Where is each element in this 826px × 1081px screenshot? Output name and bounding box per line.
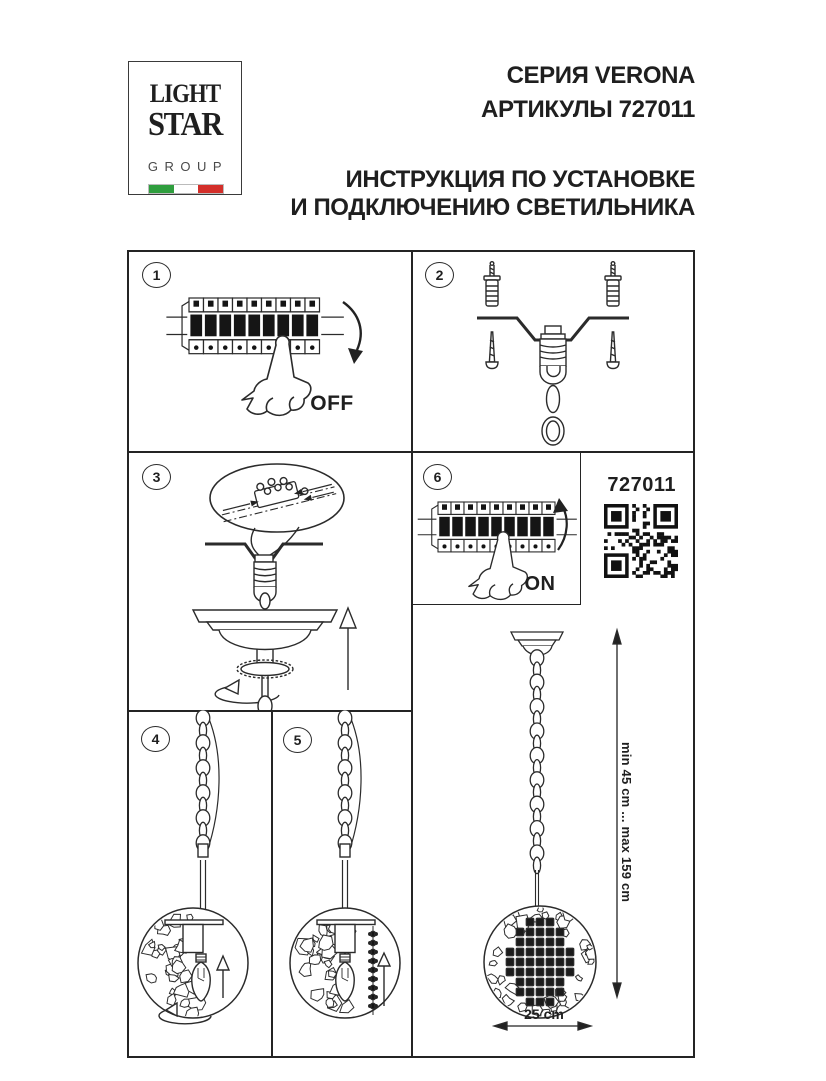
chain-link (547, 386, 560, 413)
terminal-block (216, 464, 336, 523)
flag-green (149, 185, 174, 193)
ceiling-canopy (193, 610, 337, 622)
article-number: 727011 (607, 474, 676, 496)
step-number-text: 2 (435, 267, 444, 283)
step4-number (141, 726, 170, 752)
flag-red (198, 185, 223, 193)
assembled-pendant-drawing (410, 604, 695, 1058)
hook (540, 366, 566, 384)
logo-word-light: LIGHT (149, 79, 221, 108)
qr-code (604, 504, 678, 578)
step5-crystal-strand-drawing (270, 710, 412, 1058)
step3-number (142, 464, 171, 490)
italian-flag-stripe (148, 184, 224, 194)
step2-number (425, 262, 454, 288)
step-number-text: 6 (433, 469, 442, 485)
crystal-mesh (506, 918, 573, 1005)
step5-number (283, 727, 312, 753)
bolt-head (545, 326, 561, 334)
articles-line: АРТИКУЛЫ 727011 (481, 96, 695, 123)
step-number-text: 5 (293, 732, 302, 748)
step-number-text: 3 (152, 469, 161, 485)
lamp-socket (335, 925, 355, 953)
power-off-label: OFF (310, 392, 354, 415)
power-cord (349, 714, 361, 852)
lamp-socket (183, 925, 203, 953)
arrow-down-curve (343, 302, 361, 350)
step1-number (142, 262, 171, 288)
power-on-label: ON (524, 573, 556, 595)
arrow-down-head (348, 348, 363, 364)
logo-word-star: STAR (148, 106, 222, 143)
power-cord (207, 714, 219, 852)
step-number-text: 1 (152, 267, 161, 283)
logo-word-group: GROUP (147, 159, 229, 174)
flag-white (174, 185, 199, 193)
height-range-label: min 45 cm ... max 159 cm (619, 742, 634, 903)
step-number-text: 4 (151, 731, 160, 747)
series-title: СЕРИЯ VERONA (506, 62, 695, 89)
step3-wiring-canopy-drawing (127, 450, 410, 710)
ceiling-canopy (511, 632, 563, 640)
step4-bulb-install-drawing (127, 710, 270, 1058)
shade-diameter-label: 25 cm (524, 1006, 564, 1022)
doc-title-line2: И ПОДКЛЮЧЕНИЮ СВЕТИЛЬНИКА (290, 194, 695, 221)
suspension-chain (530, 650, 544, 874)
step6-number (423, 464, 452, 490)
doc-title-line1: ИНСТРУКЦИЯ ПО УСТАНОВКЕ (345, 166, 695, 193)
lightstar-logo (128, 61, 242, 195)
